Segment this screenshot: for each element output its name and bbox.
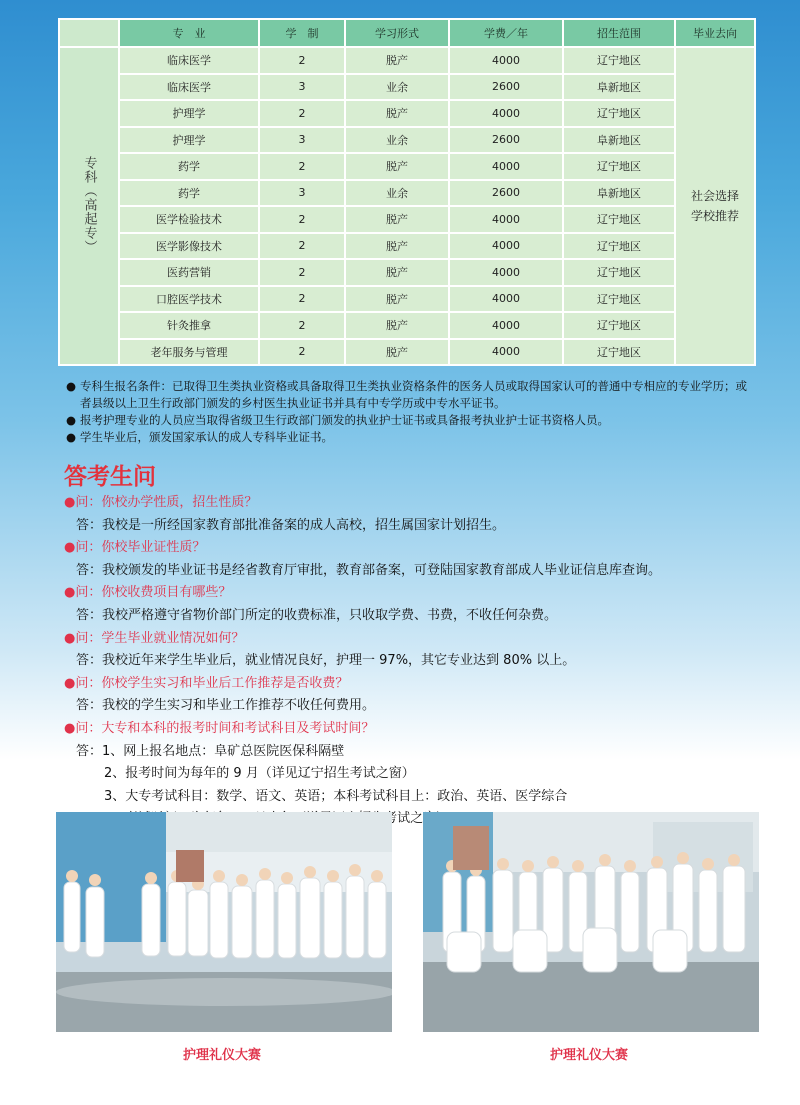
- bullet-dot-icon: ●: [64, 675, 76, 691]
- header-tuition: 学费／年: [449, 19, 563, 47]
- stage-photo-illustration: [56, 812, 392, 1032]
- admissions-table: [58, 18, 756, 366]
- cell-major: 口腔医学技术: [119, 286, 259, 313]
- cell-duration: 3: [259, 180, 345, 207]
- cell-study-mode: 脱产: [345, 339, 449, 366]
- table-row: [59, 100, 755, 127]
- destination-cell: [675, 47, 755, 365]
- cell-duration: 2: [259, 312, 345, 339]
- cell-region: 辽宁地区: [563, 339, 675, 366]
- faq-answer: 答：我校近年来学生毕业后，就业情况良好，护理一 97%，其它专业达到 80% 以上。: [76, 653, 576, 669]
- step-item: 2、报考时间为每年的 9 月（详见辽宁招生考试之窗）: [104, 766, 415, 782]
- cell-tuition: 4000: [449, 339, 563, 366]
- cell-major: 老年服务与管理: [119, 339, 259, 366]
- header-region: 招生范围: [563, 19, 675, 47]
- cell-region: 阜新地区: [563, 74, 675, 101]
- cell-duration: 3: [259, 127, 345, 154]
- bullet-dot-icon: ●: [66, 413, 77, 427]
- header-duration: 学 制: [259, 19, 345, 47]
- bullet-dot-icon: ●: [64, 495, 76, 510]
- cell-study-mode: 业余: [345, 74, 449, 101]
- faq-title: 答考生问: [64, 463, 156, 490]
- destination-line: 社会选择: [690, 189, 739, 203]
- cell-region: 辽宁地区: [563, 233, 675, 260]
- cell-tuition: 4000: [449, 286, 563, 313]
- table-row: [59, 74, 755, 101]
- note-item: [66, 378, 756, 412]
- header-destination: 毕业去向: [675, 19, 755, 47]
- cell-duration: 2: [259, 259, 345, 286]
- table-row: [59, 180, 755, 207]
- cell-major: 药学: [119, 180, 259, 207]
- cell-major: 针灸推拿: [119, 312, 259, 339]
- cell-study-mode: 脱产: [345, 259, 449, 286]
- faq-question: ●问：你校办学性质，招生性质？: [64, 495, 258, 510]
- cell-duration: 3: [259, 74, 345, 101]
- faq-answer: 答：我校是一所经国家教育部批准备案的成人高校，招生属国家计划招生。: [76, 517, 506, 533]
- cell-region: 辽宁地区: [563, 259, 675, 286]
- destination-line: 学校推荐: [690, 209, 739, 223]
- cell-duration: 2: [259, 100, 345, 127]
- cell-region: 阜新地区: [563, 180, 675, 207]
- table-row: [59, 259, 755, 286]
- faq-question: ●问：你校毕业证性质？: [64, 540, 206, 556]
- note-text: 报考护理专业的人员应当取得省级卫生行政部门颁发的执业护士证书或具备报考执业护士证书资格人员。: [80, 413, 609, 427]
- table-row: [59, 206, 755, 233]
- cell-study-mode: 脱产: [345, 100, 449, 127]
- cell-tuition: 4000: [449, 233, 563, 260]
- cell-study-mode: 业余: [345, 180, 449, 207]
- cell-region: 辽宁地区: [563, 47, 675, 74]
- cell-major: 药学: [119, 153, 259, 180]
- category-cell: [59, 47, 119, 365]
- cell-region: 辽宁地区: [563, 206, 675, 233]
- faq-answer: 答：我校严格遵守省物价部门所定的收费标准，只收取学费、书费，不收任何杂费。: [76, 607, 558, 623]
- cell-study-mode: 脱产: [345, 206, 449, 233]
- photo-nursing-etiquette-1: [56, 812, 392, 1032]
- admissions-table-wrap: [58, 18, 754, 366]
- table-row: [59, 153, 755, 180]
- bullet-dot-icon: ●: [66, 379, 77, 393]
- cell-tuition: 2600: [449, 180, 563, 207]
- cell-region: 辽宁地区: [563, 286, 675, 313]
- stage-photo-illustration: [423, 812, 759, 1032]
- cell-study-mode: 脱产: [345, 153, 449, 180]
- header-study-mode: 学习形式: [345, 19, 449, 47]
- faq-section: [64, 492, 764, 831]
- cell-tuition: 4000: [449, 312, 563, 339]
- note-text: 学生毕业后，颁发国家承认的成人专科毕业证书。: [80, 430, 333, 444]
- cell-duration: 2: [259, 153, 345, 180]
- table-header-row: [59, 19, 755, 47]
- cell-major: 临床医学: [119, 74, 259, 101]
- cell-study-mode: 脱产: [345, 312, 449, 339]
- cell-major: 护理学: [119, 100, 259, 127]
- table-row: [59, 127, 755, 154]
- cell-tuition: 4000: [449, 100, 563, 127]
- table-row: [59, 339, 755, 366]
- faq-answer: 答：我校颁发的毕业证书是经省教育厅审批，教育部备案，可登陆国家教育部成人毕业证信息库查询。: [76, 562, 662, 578]
- cell-study-mode: 脱产: [345, 47, 449, 74]
- category-label: 专科（高起专）: [81, 155, 97, 254]
- table-row: [59, 312, 755, 339]
- cell-tuition: 4000: [449, 47, 563, 74]
- cell-region: 辽宁地区: [563, 153, 675, 180]
- table-body: [59, 47, 755, 365]
- table-row: [59, 233, 755, 260]
- note-item: [66, 412, 756, 429]
- cell-tuition: 4000: [449, 259, 563, 286]
- bullet-dot-icon: ●: [64, 540, 76, 556]
- cell-major: 临床医学: [119, 47, 259, 74]
- step-item: 3、大专考试科目：数学、语文、英语；本科考试科目上：政治、英语、医学综合: [104, 788, 568, 804]
- cell-duration: 2: [259, 286, 345, 313]
- cell-region: 阜新地区: [563, 127, 675, 154]
- header-major: 专 业: [119, 19, 259, 47]
- cell-study-mode: 脱产: [345, 233, 449, 260]
- bullet-dot-icon: ●: [64, 585, 76, 601]
- bullet-dot-icon: ●: [64, 630, 76, 646]
- faq-question: ●问：你校学生实习和毕业后工作推荐是否收费？: [64, 675, 349, 691]
- notes: [66, 378, 756, 446]
- cell-major: 护理学: [119, 127, 259, 154]
- faq-answer: 答：我校的学生实习和毕业工作推荐不收任何费用。: [76, 698, 376, 714]
- cell-tuition: 2600: [449, 74, 563, 101]
- note-text: 专科生报名条件：已取得卫生类执业资格或具备取得卫生类执业资格条件的医务人员或取得国家认可的普通中专相应的专业学历；或者县级以上卫生行政部门颁发的乡村医生执业证书并具有中专学历或中专水平证书。: [80, 379, 747, 410]
- cell-region: 辽宁地区: [563, 100, 675, 127]
- photo-nursing-etiquette-2: [423, 812, 759, 1032]
- note-item: [66, 429, 756, 446]
- faq-question: ●问：大专和本科的报考时间和考试科目及考试时间？: [64, 720, 375, 736]
- cell-tuition: 4000: [449, 153, 563, 180]
- cell-tuition: 2600: [449, 127, 563, 154]
- step-item: 答：1、网上报名地点：阜矿总医院医保科隔壁: [76, 743, 345, 759]
- faq-question: ●问：你校收费项目有哪些？: [64, 585, 232, 601]
- cell-major: 医学检验技术: [119, 206, 259, 233]
- cell-major: 医学影像技术: [119, 233, 259, 260]
- cell-duration: 2: [259, 47, 345, 74]
- bullet-dot-icon: ●: [66, 430, 77, 444]
- table-corner-cell: [59, 19, 119, 47]
- cell-duration: 2: [259, 206, 345, 233]
- photo-caption-1: 护理礼仪大赛: [182, 1048, 261, 1063]
- cell-major: 医药营销: [119, 259, 259, 286]
- bullet-dot-icon: ●: [64, 720, 76, 736]
- cell-region: 辽宁地区: [563, 312, 675, 339]
- cell-study-mode: 业余: [345, 127, 449, 154]
- cell-duration: 2: [259, 233, 345, 260]
- cell-duration: 2: [259, 339, 345, 366]
- table-row: [59, 286, 755, 313]
- table-row: [59, 47, 755, 74]
- cell-tuition: 4000: [449, 206, 563, 233]
- faq-question: ●问：学生毕业就业情况如何？: [64, 630, 245, 646]
- photo-caption-2: 护理礼仪大赛: [549, 1048, 628, 1063]
- cell-study-mode: 脱产: [345, 286, 449, 313]
